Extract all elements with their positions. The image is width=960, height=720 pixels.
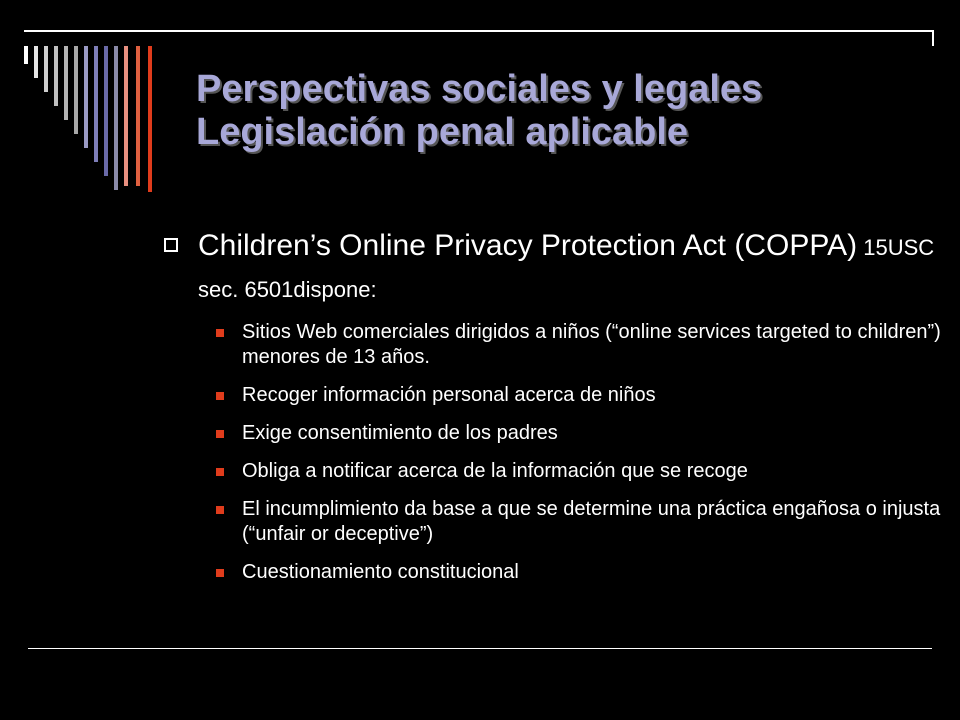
decor-stripe <box>124 46 128 186</box>
title-line-2: Legislación penal aplicable <box>196 111 689 153</box>
sub-bullet-text: El incumplimiento da base a que se determine una práctica engañosa o injusta (“unfair or deceptive”) <box>242 498 941 545</box>
filled-square-icon <box>216 329 224 337</box>
bottom-rule <box>28 648 932 649</box>
decor-stripe <box>104 46 108 176</box>
decor-stripe <box>54 46 58 106</box>
sub-bullet <box>164 459 944 484</box>
sub-bullet <box>164 320 944 370</box>
decor-stripe <box>74 46 78 134</box>
sub-bullet-text: Cuestionamiento constitucional <box>242 561 519 583</box>
decor-stripe <box>84 46 88 148</box>
decor-stripe <box>148 46 152 192</box>
title-line-1: Perspectivas sociales y legales <box>196 68 763 110</box>
sub-bullet <box>164 383 944 408</box>
filled-square-icon <box>216 569 224 577</box>
filled-square-icon <box>216 430 224 438</box>
sub-bullet-text: Exige consentimiento de los padres <box>242 422 558 444</box>
filled-square-icon <box>216 392 224 400</box>
decor-stripe <box>34 46 38 78</box>
sub-bullet-text: Obliga a notificar acerca de la información que se recoge <box>242 460 748 482</box>
slide-content <box>164 226 944 598</box>
filled-square-icon <box>216 468 224 476</box>
slide-title <box>196 68 916 154</box>
main-bullet-text: Children’s Online Privacy Protection Act (COPPA) <box>198 229 858 262</box>
decor-stripe <box>44 46 48 92</box>
decor-stripe <box>64 46 68 120</box>
main-bullet <box>164 226 944 310</box>
filled-square-icon <box>216 506 224 514</box>
decor-stripe <box>114 46 118 190</box>
sub-bullet <box>164 421 944 446</box>
sub-bullet <box>164 560 944 585</box>
decor-stripe <box>136 46 140 186</box>
hollow-square-icon <box>164 238 178 252</box>
sub-bullet-text: Sitios Web comerciales dirigidos a niños (“online services targeted to children”) menores de 13 años. <box>242 321 941 368</box>
decor-stripe <box>94 46 98 162</box>
right-frame-tick <box>932 30 934 46</box>
sub-bullet <box>164 497 944 547</box>
main-bullet-suffix: 15USC sec. 6501dispone: <box>198 235 935 302</box>
decor-stripe <box>24 46 28 64</box>
top-frame-line <box>24 30 934 32</box>
sub-bullet-list <box>164 320 944 585</box>
sub-bullet-text: Recoger información personal acerca de niños <box>242 384 656 406</box>
